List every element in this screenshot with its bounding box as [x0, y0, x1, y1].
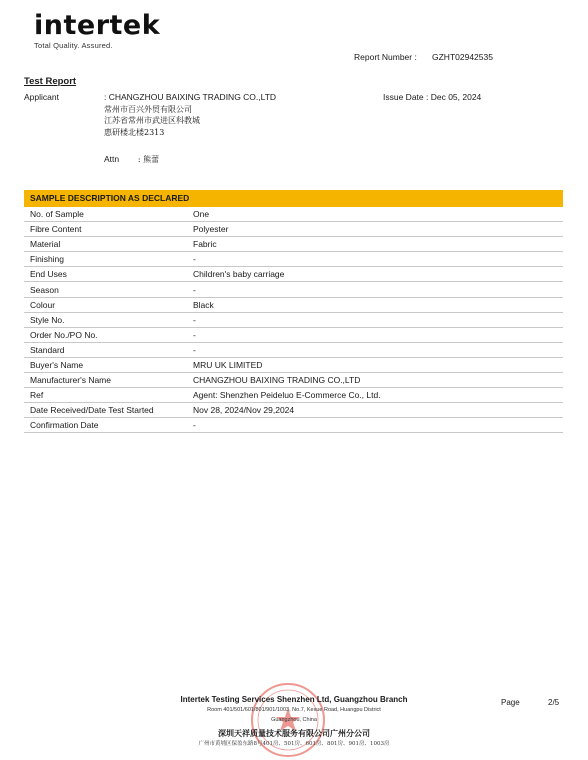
attn	[104, 154, 159, 165]
row-value: Fabric	[187, 237, 563, 252]
logo-tagline: Total Quality. Assured.	[34, 41, 113, 50]
row-value: Black	[187, 297, 563, 312]
footer-city: Guangzhou, China	[271, 717, 317, 723]
table-row	[24, 388, 563, 403]
row-value: -	[187, 312, 563, 327]
row-label: Material	[24, 237, 187, 252]
page-label: Page	[501, 698, 520, 707]
row-value: One	[187, 207, 563, 222]
row-label: Season	[24, 282, 187, 297]
row-label: Buyer's Name	[24, 357, 187, 372]
page-title: Test Report	[24, 76, 77, 87]
row-value: Agent: Shenzhen Peideluo E-Commerce Co., Ltd.	[187, 388, 563, 403]
table-row	[24, 207, 563, 222]
logo-wordmark: intertek	[34, 10, 161, 41]
row-value: -	[187, 342, 563, 357]
sample-description-table	[24, 207, 563, 433]
row-label: Manufacturer's Name	[24, 373, 187, 388]
page-number: 2/5	[548, 698, 560, 707]
row-value: -	[187, 418, 563, 433]
footer-address-cn: 广州市黄埔区保盈东路8号401房、501房、601房、801房、901房、1003房	[198, 741, 390, 747]
table-row	[24, 403, 563, 418]
table-row	[24, 237, 563, 252]
table-row	[24, 418, 563, 433]
row-value: Nov 28, 2024/Nov 29,2024	[187, 403, 563, 418]
row-label: Finishing	[24, 252, 187, 267]
row-label: Order No./PO No.	[24, 327, 187, 342]
section-header: SAMPLE DESCRIPTION AS DECLARED	[24, 190, 563, 207]
intertek-logo	[34, 12, 160, 50]
table-row	[24, 312, 563, 327]
attn-label: Attn	[104, 154, 120, 164]
row-value: MRU UK LIMITED	[187, 357, 563, 372]
applicant-label: Applicant	[24, 92, 59, 102]
footer-address: Room 401/501/601/801/901/1003, No.7, Kexue Road, Huangpu District	[207, 707, 381, 713]
row-value: CHANGZHOU BAIXING TRADING CO.,LTD	[187, 373, 563, 388]
table-row	[24, 342, 563, 357]
applicant-address-line-1: 江苏省常州市武进区科教城	[104, 116, 200, 125]
applicant-name-cn: 常州市百兴外贸有限公司	[104, 104, 192, 114]
table-row	[24, 267, 563, 282]
row-label: Style No.	[24, 312, 187, 327]
table-row	[24, 327, 563, 342]
table-row	[24, 252, 563, 267]
row-label: Fibre Content	[24, 222, 187, 237]
issue-date: Issue Date : Dec 05, 2024	[383, 92, 482, 102]
footer-company: Intertek Testing Services Shenzhen Ltd, Guangzhou Branch	[180, 695, 408, 704]
applicant-name: : CHANGZHOU BAIXING TRADING CO.,LTD	[104, 92, 277, 102]
row-value: -	[187, 327, 563, 342]
row-label: Ref	[24, 388, 187, 403]
report-number	[354, 52, 493, 62]
table-row	[24, 297, 563, 312]
row-label: No. of Sample	[24, 207, 187, 222]
applicant-details	[104, 92, 276, 138]
row-label: Colour	[24, 297, 187, 312]
row-label: End Uses	[24, 267, 187, 282]
table-row	[24, 357, 563, 372]
row-label: Date Received/Date Test Started	[24, 403, 187, 418]
row-value: Children's baby carriage	[187, 267, 563, 282]
row-value: Polyester	[187, 222, 563, 237]
table-row	[24, 373, 563, 388]
applicant-address-line-2: 惠研楼北楼2313	[104, 127, 165, 137]
footer-company-cn: 深圳天祥质量技术服务有限公司广州分公司	[218, 728, 370, 738]
table-row	[24, 222, 563, 237]
row-label: Confirmation Date	[24, 418, 187, 433]
row-label: Standard	[24, 342, 187, 357]
table-row	[24, 282, 563, 297]
report-number-value: GZHT02942535	[432, 52, 493, 62]
attn-value: : 熊蕾	[137, 155, 160, 164]
row-value: -	[187, 282, 563, 297]
report-number-label: Report Number :	[354, 52, 417, 62]
row-value: -	[187, 252, 563, 267]
